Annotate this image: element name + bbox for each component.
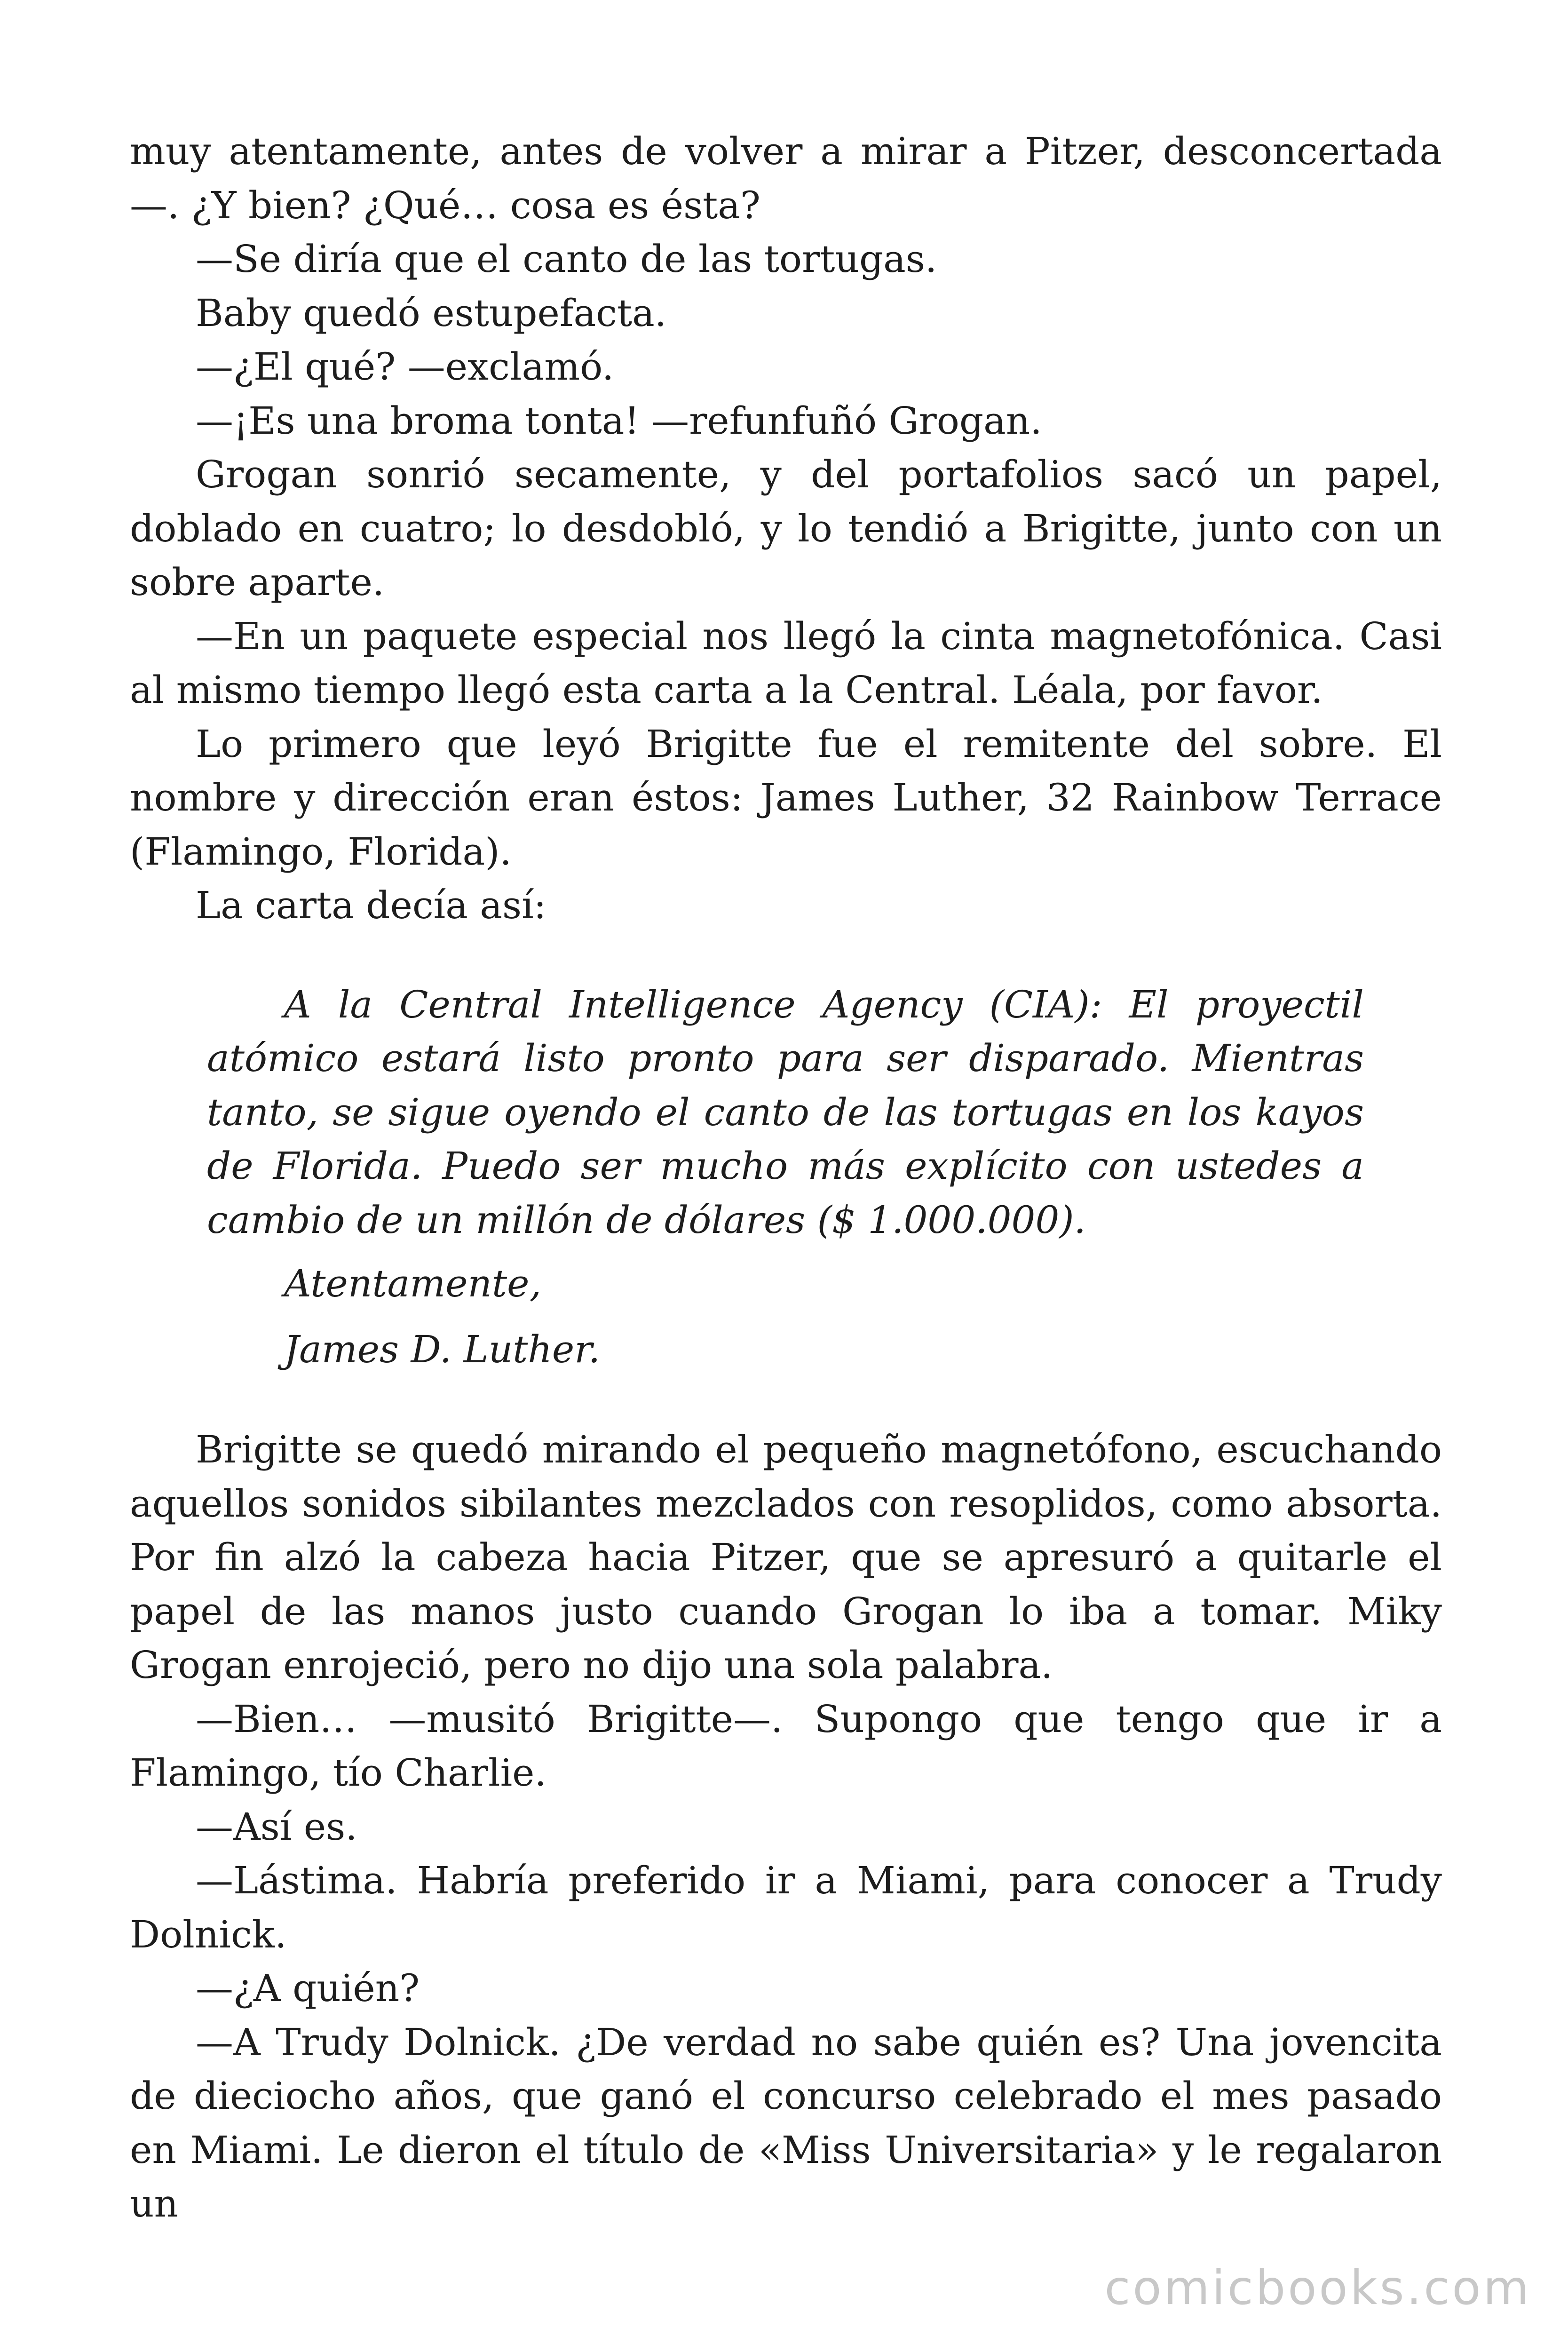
paragraph: Brigitte se quedó mirando el pequeño magnetófono, escuchando aquellos sonidos sibilantes mezclados con resoplidos, como absorta. Por fin alzó la cabeza hacia Pitzer, que se apresuró a quitarle el papel de las manos justo cuando Grogan lo iba a tomar. Miky Grogan enrojeció, pero no dijo una sola palabra.: [130, 1428, 1442, 1687]
paragraph: Lo primero que leyó Brigitte fue el remitente del sobre. El nombre y dirección eran éstos: James Luther, 32 Rainbow Terrace (Flamingo, Florida).: [130, 722, 1442, 874]
paragraph: muy atentamente, antes de volver a mirar a Pitzer, desconcertada —. ¿Y bien? ¿Qué… cosa es ésta?: [130, 129, 1442, 227]
paragraph: —Bien… —musitó Brigitte—. Supongo que tengo que ir a Flamingo, tío Charlie.: [130, 1697, 1442, 1795]
page-body: [130, 125, 1442, 2231]
paragraph: —¿El qué? —exclamó.: [196, 345, 614, 389]
paragraph: —A Trudy Dolnick. ¿De verdad no sabe quién es? Una jovencita de dieciocho años, que ganó el concurso celebrado el mes pasado en Miami. Le dieron el título de «Miss Universitaria» y le regalaron un: [130, 2020, 1442, 2225]
paragraph: —Así es.: [196, 1804, 357, 1849]
paragraph: —¡Es una broma tonta! —refunfuñó Grogan.: [196, 398, 1042, 443]
paragraph: La carta decía así:: [196, 883, 546, 927]
watermark: comicbooks.com: [1104, 2260, 1531, 2315]
paragraph: —Se diría que el canto de las tortugas.: [196, 237, 937, 281]
paragraph: —¿A quién?: [196, 1966, 420, 2010]
paragraph: Baby quedó estupefacta.: [196, 291, 667, 335]
paragraph: —Lástima. Habría preferido ir a Miami, para conocer a Trudy Dolnick.: [130, 1859, 1442, 1956]
paragraph: Grogan sonrió secamente, y del portafolios sacó un papel, doblado en cuatro; lo desdobló, y lo tendió a Brigitte, junto con un sobre aparte.: [130, 453, 1442, 604]
quoted-letter: [130, 978, 1442, 1383]
letter-closing: Atentamente,: [284, 1262, 541, 1305]
paragraph: —En un paquete especial nos llegó la cinta magnetofónica. Casi al mismo tiempo llegó esta carta a la Central. Léala, por favor.: [130, 614, 1442, 712]
letter-signature: James D. Luther.: [284, 1327, 601, 1371]
letter-body: A la Central Intelligence Agency (CIA): El proyectil atómico estará listo pronto para ser disparado. Mientras tanto, se sigue oyendo el canto de las tortugas en los kayos de Florida. Puedo ser mucho más explícito con ustedes a cambio de un millón de dólares ($ 1.000.000).: [207, 982, 1364, 1242]
